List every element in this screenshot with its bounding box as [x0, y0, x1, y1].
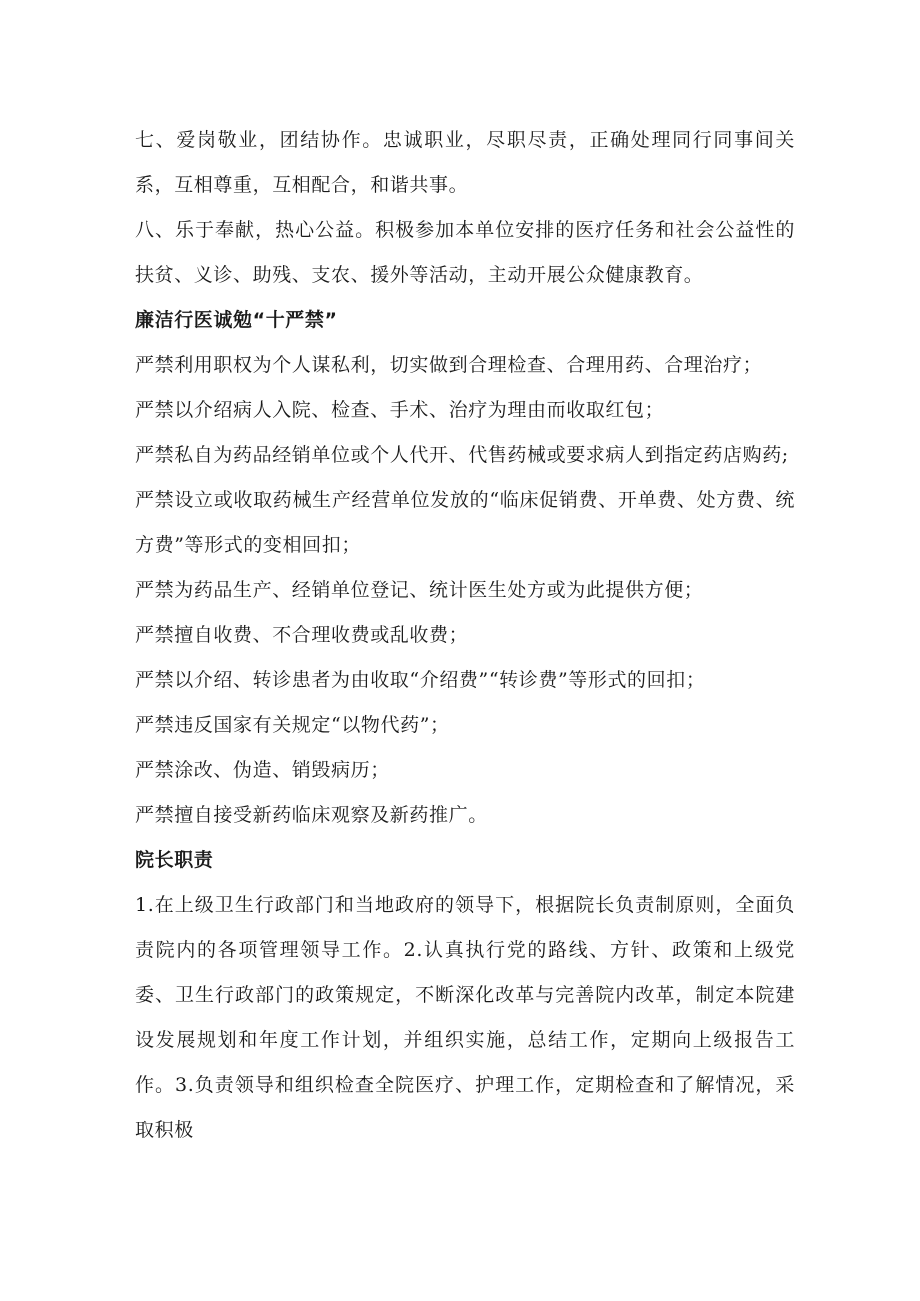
prohibition-item: 严禁涂改、伪造、销毁病历； [135, 759, 390, 781]
prohibition-item: 严禁擅自收费、不合理收费或乱收费； [135, 624, 469, 646]
prohibitions-heading: 廉洁行医诚勉“十严禁” [135, 309, 338, 331]
prohibition-item: 严禁违反国家有关规定“以物代药”； [135, 714, 450, 736]
document-page [135, 118, 795, 1153]
prohibition-item: 严禁以介绍病人入院、检查、手术、治疗为理由而收取红包； [135, 399, 665, 421]
prohibition-item: 严禁为药品生产、经销单位登记、统计医生处方或为此提供方便； [135, 579, 704, 601]
director-duties-heading: 院长职责 [135, 849, 214, 871]
prohibition-item: 严禁擅自接受新药临床观察及新药推广。 [135, 804, 488, 826]
ethics-item-7: 七、爱岗敬业，团结协作。忠诚职业，尽职尽责，正确处理同行同事间关系，互相尊重，互相配合，和谐共事。 [135, 129, 795, 196]
prohibition-item: 严禁设立或收取药械生产经营单位发放的“临床促销费、开单费、处方费、统方费”等形式的变相回扣； [135, 489, 795, 556]
prohibition-item: 严禁私自为药品经销单位或个人代开、代售药械或要求病人到指定药店购药; [135, 444, 789, 466]
director-duties-body: 1.在上级卫生行政部门和当地政府的领导下，根据院长负责制原则，全面负责院内的各项管理领导工作。2.认真执行党的路线、方针、政策和上级党委、卫生行政部门的政策规定，不断深化改革与完善院内改革，制定本院建设发展规划和年度工作计划，并组织实施，总结工作，定期向上级报告工作。3.负责领导和组织检查全院医疗、护理工作，定期检查和了解情况，采取积极 [135, 894, 795, 1141]
prohibition-item: 严禁以介绍、转诊患者为由收取“介绍费”“转诊费”等形式的回扣； [135, 669, 706, 691]
prohibition-item: 严禁利用职权为个人谋私利，切实做到合理检查、合理用药、合理治疗； [135, 354, 763, 376]
ethics-item-8: 八、乐于奉献，热心公益。积极参加本单位安排的医疗任务和社会公益性的扶贫、义诊、助残、支农、援外等活动，主动开展公众健康教育。 [135, 219, 795, 286]
